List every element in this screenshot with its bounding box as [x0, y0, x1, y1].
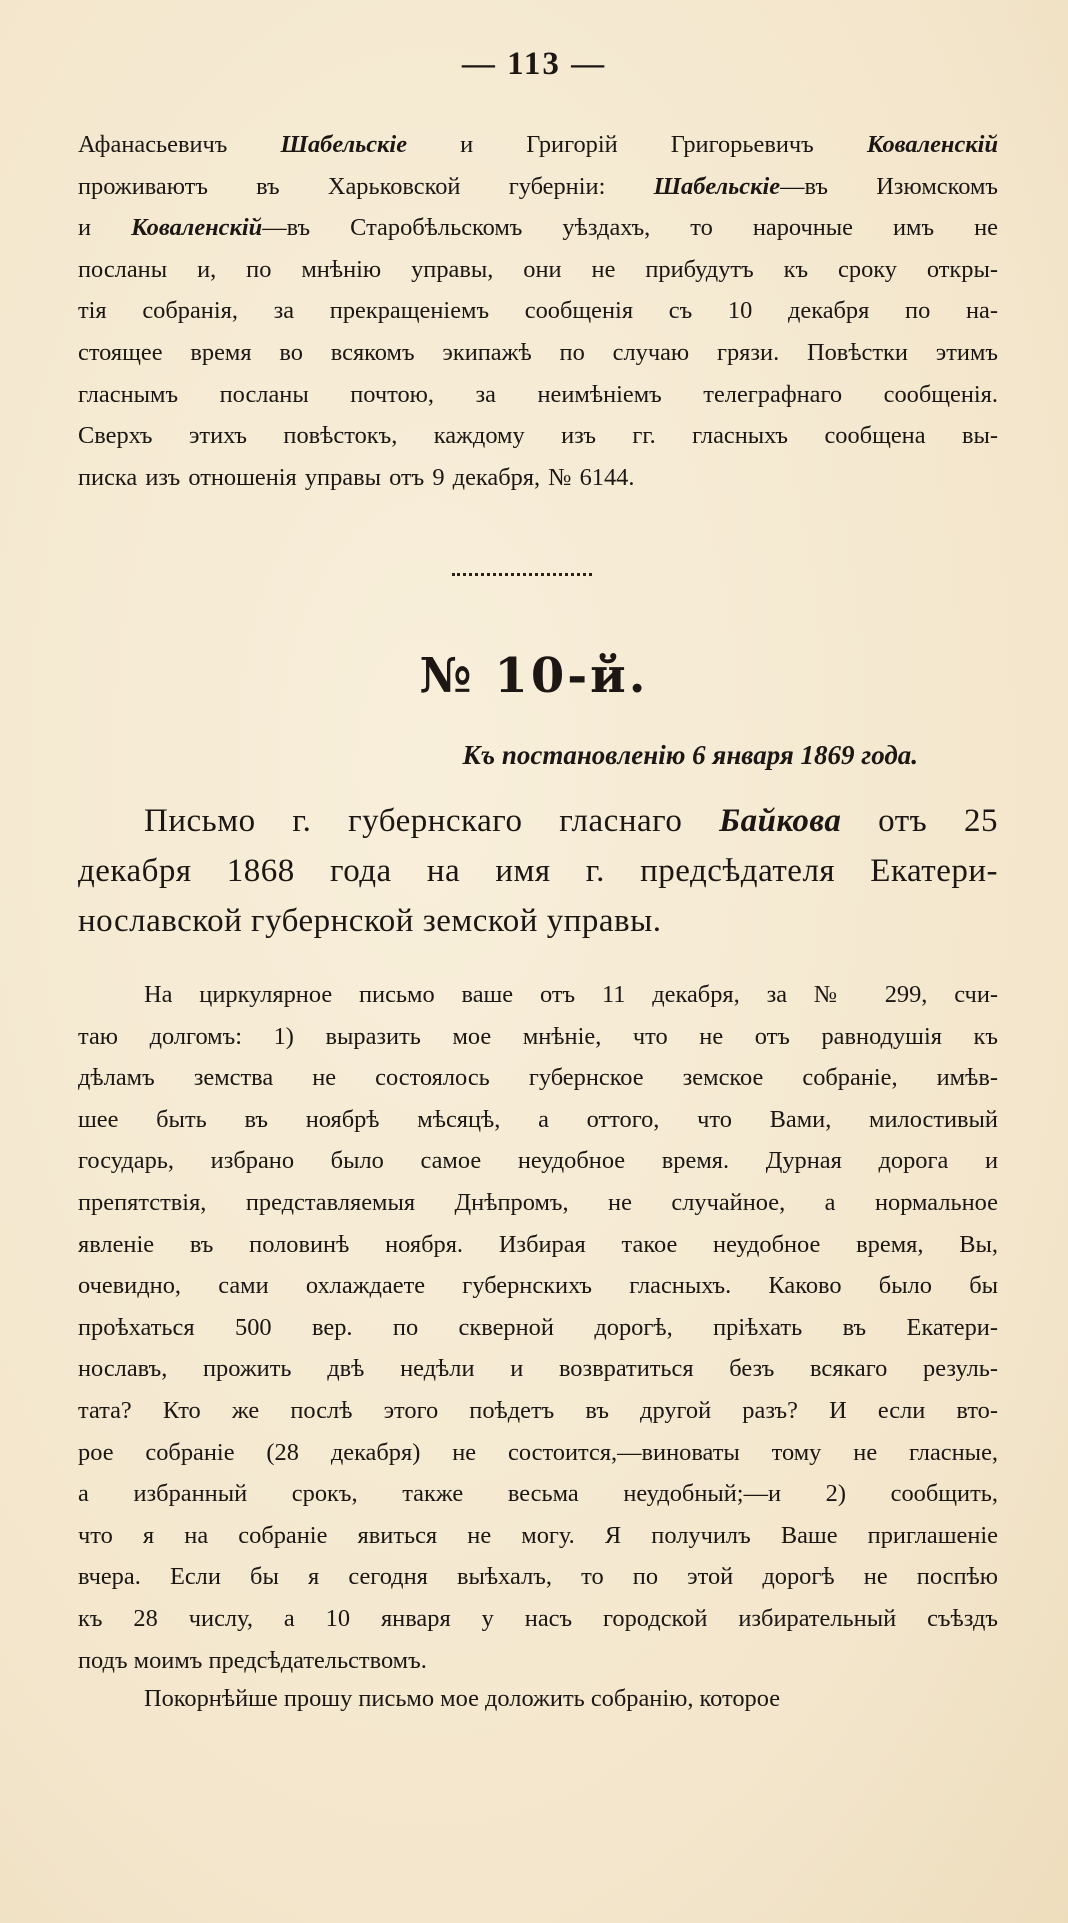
body-line: таю долгомъ: 1) выразить мое мнѣніе, что не отъ равнодушія къ: [78, 1022, 998, 1050]
paragraph-line: Афанасьевичъ Шабельскіе и Григорій Григорьевичъ Коваленскій: [78, 131, 999, 158]
body-line: подъ моимъ предсѣдательствомъ.: [78, 1646, 427, 1674]
title-line: нославской губернской земской управы.: [78, 903, 662, 939]
body-line: къ 28 числу, а 10 января у насъ городской избирательный съѣздъ: [78, 1604, 998, 1632]
letter-closing-line: Покорнѣйше прошу письмо мое доложить собранію, которое: [144, 1685, 781, 1712]
body-line: проѣхаться 500 вер. по скверной дорогѣ, пріѣхать въ Екатери-: [78, 1313, 998, 1341]
person-name: Коваленскій: [866, 131, 999, 158]
paragraph-line: и Коваленскій—въ Старобѣльскомъ уѣздахъ, то нарочные имъ не: [78, 214, 998, 242]
paragraph-line: проживаютъ въ Харьковской губерніи: Шабельскіе—въ Изюмскомъ: [78, 172, 998, 200]
body-line: очевидно, сами охлаждаете губернскихъ гласныхъ. Каково было бы: [78, 1272, 998, 1300]
body-line: что я на собраніе явиться не могу. Я получилъ Ваше приглашеніе: [78, 1521, 998, 1549]
body-line: дѣламъ земства не состоялось губернское земское собраніе, имѣв-: [78, 1064, 998, 1092]
title-line: декабря 1868 года на имя г. предсѣдателя Екатери-: [78, 853, 998, 889]
body-line: вчера. Если бы я сегодня выѣхалъ, то по этой дорогѣ не поспѣю: [78, 1563, 998, 1591]
person-name: Коваленскій: [131, 214, 263, 242]
body-line: нославъ, прожить двѣ недѣли и возвратиться безъ всякаго резуль-: [78, 1355, 998, 1383]
person-name: Байкова: [719, 803, 842, 839]
paragraph-line: гласнымъ посланы почтою, за неимѣніемъ телеграфнаго сообщенія.: [78, 380, 998, 408]
body-line: тата? Кто же послѣ этого поѣдетъ въ другой разъ? И если вто-: [78, 1396, 998, 1424]
page-number: — 113 —: [461, 46, 607, 82]
paragraph-continuation: [78, 124, 998, 498]
letter-title: [78, 796, 998, 946]
paragraph-line: тія собранія, за прекращеніемъ сообщенія съ 10 декабря по на-: [78, 297, 998, 325]
document-number: № 10-й.: [419, 648, 649, 704]
person-name: Шабельскіе: [653, 172, 781, 200]
body-line: препятствія, представляемыя Днѣпромъ, не случайное, а нормальное: [78, 1188, 998, 1216]
title-line: Письмо г. губернскаго гласнаго Байкова отъ 25: [144, 803, 998, 839]
body-line: а избранный срокъ, также весьма неудобный;—и 2) сообщить,: [78, 1480, 998, 1508]
section-divider: [452, 573, 592, 576]
paragraph-line: Сверхъ этихъ повѣстокъ, каждому изъ гг. гласныхъ сообщена вы-: [78, 422, 998, 450]
body-line: На циркулярное письмо ваше отъ 11 декабря, за № 299, счи-: [144, 981, 998, 1008]
letter-body: [78, 974, 998, 1681]
body-line: рое собраніе (28 декабря) не состоится,—виноваты тому не гласные,: [78, 1438, 998, 1466]
paragraph-line: стоящее время во всякомъ экипажѣ по случаю грязи. Повѣстки этимъ: [78, 338, 998, 366]
body-line: явленіе въ половинѣ ноября. Избирая такое неудобное время, Вы,: [78, 1230, 998, 1258]
paragraph-line: писка изъ отношенія управы отъ 9 декабря, № 6144.: [78, 463, 635, 491]
document-reference: Къ постановленію 6 января 1869 года.: [462, 740, 918, 770]
body-line: государь, избрано было самое неудобное время. Дурная дорога и: [78, 1147, 998, 1175]
paragraph-line: посланы и, по мнѣнію управы, они не прибудутъ къ сроку откры-: [78, 255, 998, 283]
person-name: Шабельскіе: [280, 131, 408, 158]
body-line: шее быть въ ноябрѣ мѣсяцѣ, а оттого, что Вами, милостивый: [78, 1105, 998, 1133]
